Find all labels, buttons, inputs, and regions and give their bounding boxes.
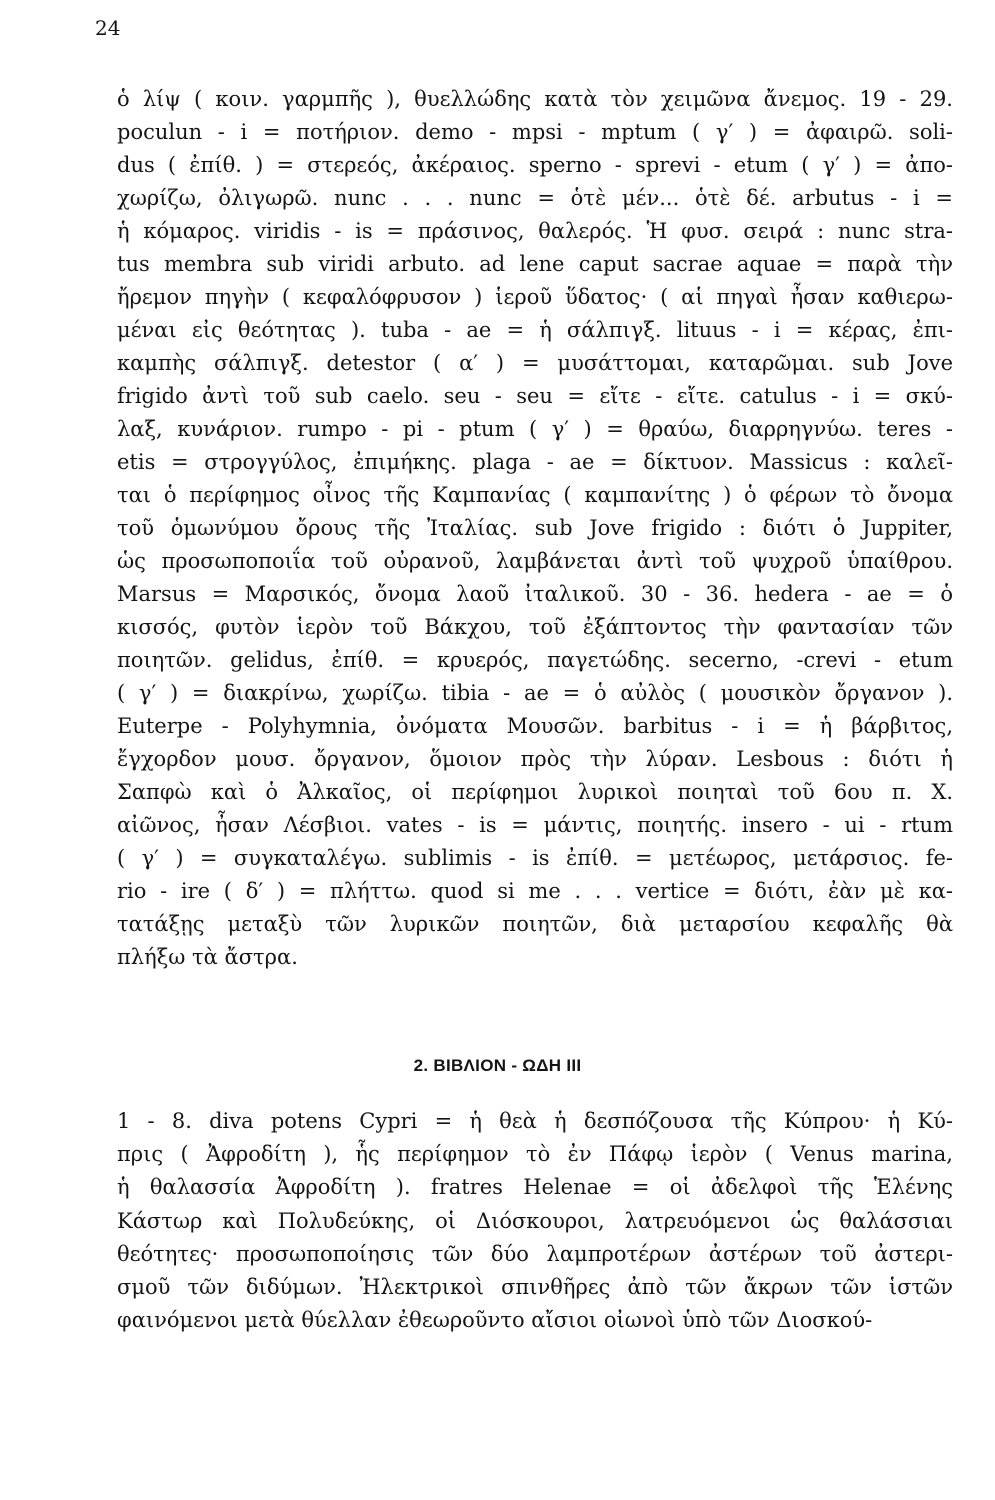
text-line: μέναι εἰς θεότητας ). tuba - ae = ἡ σάλπιγξ. lituus - i = κέρας, ἐπι- bbox=[117, 318, 953, 342]
text-line: καμπὴς σάλπιγξ. detestor ( α′ ) = μυσάττομαι, καταρῶμαι. sub Jove bbox=[117, 351, 953, 375]
text-line: Κάστωρ καὶ Πολυδεύκης, οἱ Διόσκουροι, λατρευόμενοι ὡς θαλάσσιαι bbox=[117, 1208, 953, 1233]
text-line: rio - ire ( δ′ ) = πλήττω. quod si me . . . vertice = διότι, ἐὰν μὲ κα- bbox=[117, 879, 953, 903]
text-line: αἰῶνος, ἦσαν Λέσβιοι. vates - is = μάντις, ποιητής. insero - ui - rtum bbox=[117, 813, 953, 837]
text-line: θεότητες· προσωποποίησις τῶν δύο λαμπροτέρων ἀστέρων τοῦ ἀστερι- bbox=[117, 1241, 953, 1266]
text-line: ται ὁ περίφημος οἶνος τῆς Καμπανίας ( καμπανίτης ) ὁ φέρων τὸ ὄνομα bbox=[117, 483, 953, 507]
text-line: ἤρεμον πηγὴν ( κεφαλόφρυσον ) ἱεροῦ ὕδατος· ( αἱ πηγαὶ ἦσαν καθιερω- bbox=[117, 285, 953, 309]
text-line: σμοῦ τῶν διδύμων. Ἠλεκτρικοὶ σπινθῆρες ἀπὸ τῶν ἄκρων τῶν ἱστῶν bbox=[117, 1274, 953, 1299]
text-line: dus ( ἐπίθ. ) = στερεός, ἀκέραιος. sperno - sprevi - etum ( γ′ ) = ἀπο- bbox=[117, 153, 953, 177]
text-line: Marsus = Μαρσικός, ὄνομα λαοῦ ἰταλικοῦ. 30 - 36. hedera - ae = ὁ bbox=[117, 582, 953, 606]
text-line: tus membra sub viridi arbuto. ad lene caput sacrae aquae = παρὰ τὴν bbox=[117, 252, 953, 276]
text-line: ποιητῶν. gelidus, ἐπίθ. = κρυερός, παγετώδης. secerno, -crevi - etum bbox=[117, 648, 953, 672]
text-line: etis = στρογγύλος, ἐπιμήκης. plaga - ae = δίκτυον. Massicus : καλεῖ- bbox=[117, 450, 953, 474]
text-line: 1 - 8. diva potens Cypri = ἡ θεὰ ἡ δεσπόζουσα τῆς Κύπρου· ἡ Κύ- bbox=[117, 1109, 953, 1133]
section-heading: 2. ΒΙΒΛΙΟΝ - ΩΔΗ III bbox=[413, 1056, 582, 1075]
text-line: ἡ θαλασσία Ἀφροδίτη ). fratres Helenae = οἱ ἀδελφοὶ τῆς Ἑλένης bbox=[117, 1175, 953, 1200]
text-line: κισσός, φυτὸν ἱερὸν τοῦ Βάκχου, τοῦ ἐξάπτοντος τὴν φαντασίαν τῶν bbox=[117, 615, 953, 639]
text-line: λαξ, κυνάριον. rumpo - pi - ptum ( γ′ ) = θραύω, διαρρηγνύω. teres - bbox=[117, 417, 953, 441]
page-number: 24 bbox=[95, 16, 121, 40]
text-line: Σαπφὼ καὶ ὁ Ἀλκαῖος, οἱ περίφημοι λυρικοὶ ποιηταὶ τοῦ 6ου π. Χ. bbox=[117, 780, 953, 804]
text-line: ὡς προσωποποιΐα τοῦ οὐρανοῦ, λαμβάνεται ἀντὶ τοῦ ψυχροῦ ὑπαίθρου. bbox=[117, 549, 953, 573]
text-line: Euterpe - Polyhymnia, ὀνόματα Μουσῶν. barbitus - i = ἡ βάρβιτος, bbox=[117, 714, 953, 738]
text-line: πλήξω τὰ ἄστρα. bbox=[117, 945, 298, 969]
text-line: χωρίζω, ὀλιγωρῶ. nunc . . . nunc = ὁτὲ μέν... ὁτὲ δέ. arbutus - i = bbox=[117, 186, 953, 210]
text-line: ἔγχορδον μουσ. ὄργανον, ὅμοιον πρὸς τὴν λύραν. Lesbous : διότι ἡ bbox=[117, 747, 953, 771]
text-line: ὁ λίψ ( κοιν. γαρμπῆς ), θυελλώδης κατὰ τὸν χειμῶνα ἄνεμος. 19 - 29. bbox=[117, 87, 953, 111]
commentary-paragraph-2 bbox=[117, 1105, 953, 1337]
text-line: ( γ′ ) = συγκαταλέγω. sublimis - is ἐπίθ. = μετέωρος, μετάρσιος. fe- bbox=[117, 846, 953, 870]
text-line: ( γ′ ) = διακρίνω, χωρίζω. tibia - ae = ὁ αὐλὸς ( μουσικὸν ὄργανον ). bbox=[117, 681, 953, 705]
text-line: φαινόμενοι μετὰ θύελλαν ἐθεωροῦντο αἴσιοι οἰωνοὶ ὑπὸ τῶν Διοσκού- bbox=[117, 1308, 873, 1333]
commentary-paragraph-1 bbox=[117, 83, 953, 974]
text-line: τοῦ ὁμωνύμου ὄρους τῆς Ἰταλίας. sub Jove frigido : διότι ὁ Juppiter, bbox=[117, 516, 953, 540]
text-line: πρις ( Ἀφροδίτη ), ἧς περίφημον τὸ ἐν Πάφῳ ἱερὸν ( Venus marina, bbox=[117, 1142, 953, 1167]
text-line: frigido ἀντὶ τοῦ sub caelo. seu - seu = εἴτε - εἴτε. catulus - i = σκύ- bbox=[117, 384, 953, 408]
text-line: τατάξῃς μεταξὺ τῶν λυρικῶν ποιητῶν, διὰ μεταρσίου κεφαλῆς θὰ bbox=[117, 912, 953, 936]
text-line: poculun - i = ποτήριον. demo - mpsi - mptum ( γ′ ) = ἀφαιρῶ. soli- bbox=[117, 120, 953, 144]
text-line: ἡ κόμαρος. viridis - is = πράσινος, θαλερός. Ἡ φυσ. σειρά : nunc stra- bbox=[117, 219, 953, 243]
